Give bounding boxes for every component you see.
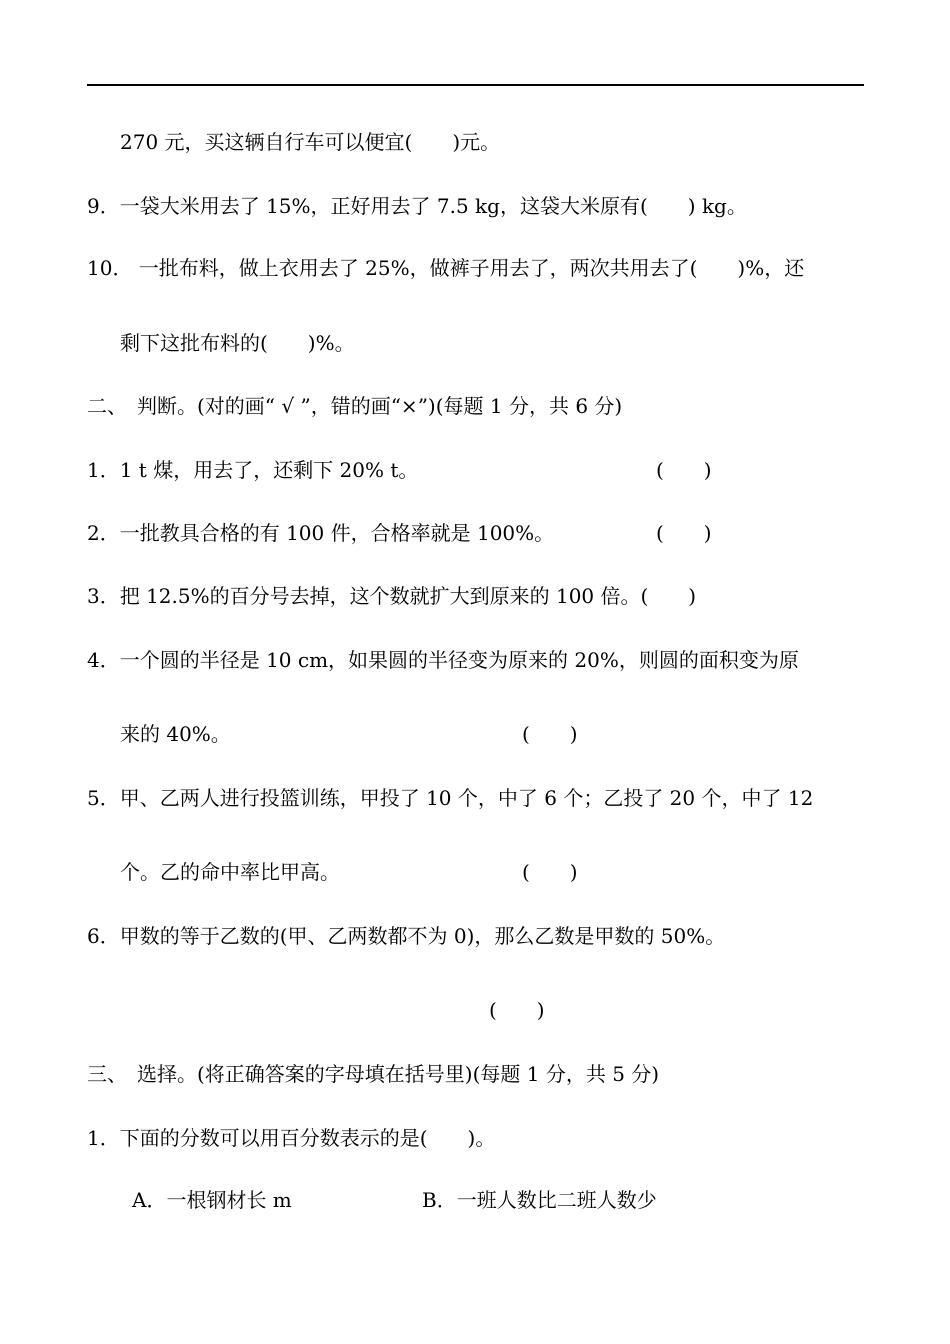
question-10-line2: 剩下这批布料的( )%。	[120, 331, 355, 355]
judge-item-1: 1．1 t 煤，用去了，还剩下 20% t。	[87, 458, 419, 482]
judge-item-4-line2: 来的 40%。	[120, 722, 231, 746]
choice-item-1: 1．下面的分数可以用百分数表示的是( )。	[87, 1126, 496, 1150]
judge-2-answer-paren[interactable]: ( )	[656, 521, 712, 545]
judge-5-answer-paren[interactable]: ( )	[522, 860, 578, 884]
question-10-line1: 10． 一批布料，做上衣用去了 25%，做裤子用去了，两次共用去了( )%，还	[87, 256, 805, 280]
judge-6-answer-paren[interactable]: ( )	[489, 998, 545, 1022]
judge-item-3: 3．把 12.5%的百分号去掉，这个数就扩大到原来的 100 倍。( )	[87, 584, 697, 608]
judge-item-5-line2: 个。乙的命中率比甲高。	[120, 860, 340, 884]
section-3-heading: 三、 选择。(将正确答案的字母填在括号里)(每题 1 分，共 5 分)	[87, 1062, 660, 1086]
section-2-heading: 二、 判断。(对的画“ √ ”，错的画“×”)(每题 1 分，共 6 分)	[87, 394, 623, 418]
judge-item-2: 2．一批教具合格的有 100 件，合格率就是 100%。	[87, 521, 555, 545]
question-9: 9．一袋大米用去了 15%，正好用去了 7.5 kg，这袋大米原有( ) kg。	[87, 194, 747, 218]
question-8-continued: 270 元，买这辆自行车可以便宜( )元。	[120, 130, 501, 154]
judge-1-answer-paren[interactable]: ( )	[656, 458, 712, 482]
judge-item-4-line1: 4．一个圆的半径是 10 cm，如果圆的半径变为原来的 20%，则圆的面积变为原	[87, 648, 799, 672]
judge-item-6: 6．甲数的等于乙数的(甲、乙两数都不为 0)，那么乙数是甲数的 50%。	[87, 924, 726, 948]
judge-4-answer-paren[interactable]: ( )	[522, 722, 578, 746]
choice-1-option-a[interactable]: A．一根钢材长 m	[132, 1188, 292, 1212]
header-rule	[87, 84, 864, 86]
choice-1-option-b[interactable]: B．一班人数比二班人数少	[422, 1188, 657, 1212]
judge-item-5-line1: 5．甲、乙两人进行投篮训练，甲投了 10 个，中了 6 个；乙投了 20 个，中了 12	[87, 786, 814, 810]
